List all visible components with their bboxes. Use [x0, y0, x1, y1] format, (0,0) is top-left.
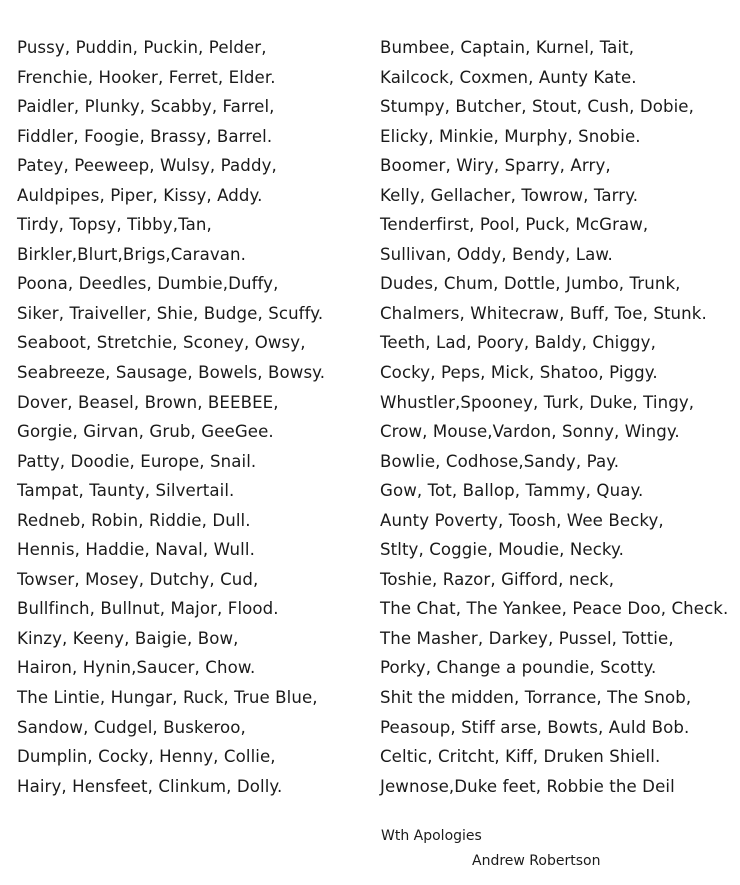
poem-line: Redneb, Robin, Riddie, Dull. — [17, 510, 251, 530]
poem-line: Stumpy, Butcher, Stout, Cush, Dobie, — [380, 97, 694, 117]
poem-line: Patty, Doodie, Europe, Snail. — [17, 451, 257, 471]
poem-line: Hennis, Haddie, Naval, Wull. — [17, 540, 255, 560]
poem-line: The Lintie, Hungar, Ruck, True Blue, — [17, 688, 318, 708]
poem-line: Towser, Mosey, Dutchy, Cud, — [17, 569, 259, 589]
poem-line: Elicky, Minkie, Murphy, Snobie. — [380, 126, 641, 146]
poem-line: Paidler, Plunky, Scabby, Farrel, — [17, 97, 275, 117]
poem-line: Chalmers, Whitecraw, Buff, Toe, Stunk. — [380, 303, 707, 323]
poem-line: Tirdy, Topsy, Tibby,Tan, — [17, 215, 212, 235]
author-name: Andrew Robertson — [472, 853, 601, 869]
poem-line: Kinzy, Keeny, Baigie, Bow, — [17, 628, 239, 648]
poem-line: Dudes, Chum, Dottle, Jumbo, Trunk, — [380, 274, 681, 294]
poem-line: Auldpipes, Piper, Kissy, Addy. — [17, 185, 263, 205]
poem-line: Sandow, Cudgel, Buskeroo, — [17, 717, 246, 737]
poem-line: Tenderfirst, Pool, Puck, McGraw, — [380, 215, 649, 235]
right-column — [380, 33, 738, 801]
poem-line: Patey, Peeweep, Wulsy, Paddy, — [17, 156, 277, 176]
poem-line: Kelly, Gellacher, Towrow, Tarry. — [380, 185, 639, 205]
poem-line: Seabreeze, Sausage, Bowels, Bowsy. — [17, 363, 326, 383]
poem-line: Siker, Traiveller, Shie, Budge, Scuffy. — [17, 303, 324, 323]
signoff-text: Wth Apologies — [381, 828, 482, 844]
left-column — [17, 33, 357, 801]
poem-line: Stlty, Coggie, Moudie, Necky. — [380, 540, 624, 560]
poem-line: Hairy, Hensfeet, Clinkum, Dolly. — [17, 776, 283, 796]
poem-line: Tampat, Taunty, Silvertail. — [17, 481, 235, 501]
poem-line: Boomer, Wiry, Sparry, Arry, — [380, 156, 611, 176]
poem-line: Dover, Beasel, Brown, BEEBEE, — [17, 392, 279, 412]
poem-line: Gorgie, Girvan, Grub, GeeGee. — [17, 422, 274, 442]
poem-line: Frenchie, Hooker, Ferret, Elder. — [17, 67, 276, 87]
poem-line: Pussy, Puddin, Puckin, Pelder, — [17, 38, 267, 57]
poem-line: Fiddler, Foogie, Brassy, Barrel. — [17, 126, 273, 146]
poem-line: Cocky, Peps, Mick, Shatoo, Piggy. — [380, 363, 658, 383]
poem-line: Birkler,Blurt,Brigs,Caravan. — [17, 244, 247, 264]
poem-line: Crow, Mouse,Vardon, Sonny, Wingy. — [380, 422, 680, 442]
poem-line: Whustler,Spooney, Turk, Duke, Tingy, — [380, 392, 695, 412]
poem-line: Teeth, Lad, Poory, Baldy, Chiggy, — [380, 333, 656, 353]
poem-line: Bumbee, Captain, Kurnel, Tait, — [380, 38, 635, 57]
poem-line: Celtic, Critcht, Kiff, Druken Shiell. — [380, 747, 661, 767]
poem-line: Dumplin, Cocky, Henny, Collie, — [17, 747, 276, 767]
poem-line: Shit the midden, Torrance, The Snob, — [380, 688, 692, 708]
poem-line: The Masher, Darkey, Pussel, Tottie, — [380, 628, 674, 648]
poem-line: Bullfinch, Bullnut, Major, Flood. — [17, 599, 279, 619]
poem-line: Peasoup, Stiff arse, Bowts, Auld Bob. — [380, 717, 690, 737]
poem-line: Porky, Change a poundie, Scotty. — [380, 658, 657, 678]
poem-line: The Chat, The Yankee, Peace Doo, Check. — [380, 599, 729, 619]
poem-line: Toshie, Razor, Gifford, neck, — [380, 569, 615, 589]
poem-line: Aunty Poverty, Toosh, Wee Becky, — [380, 510, 664, 530]
poem-line: Gow, Tot, Ballop, Tammy, Quay. — [380, 481, 644, 501]
poem-line: Kailcock, Coxmen, Aunty Kate. — [380, 67, 637, 87]
poem-line: Poona, Deedles, Dumbie,Duffy, — [17, 274, 279, 294]
poem-line: Seaboot, Stretchie, Sconey, Owsy, — [17, 333, 306, 353]
poem-line: Jewnose,Duke feet, Robbie the Deil — [380, 776, 675, 796]
poem-line: Hairon, Hynin,Saucer, Chow. — [17, 658, 256, 678]
poem-line: Sullivan, Oddy, Bendy, Law. — [380, 244, 613, 264]
poem-line: Bowlie, Codhose,Sandy, Pay. — [380, 451, 620, 471]
